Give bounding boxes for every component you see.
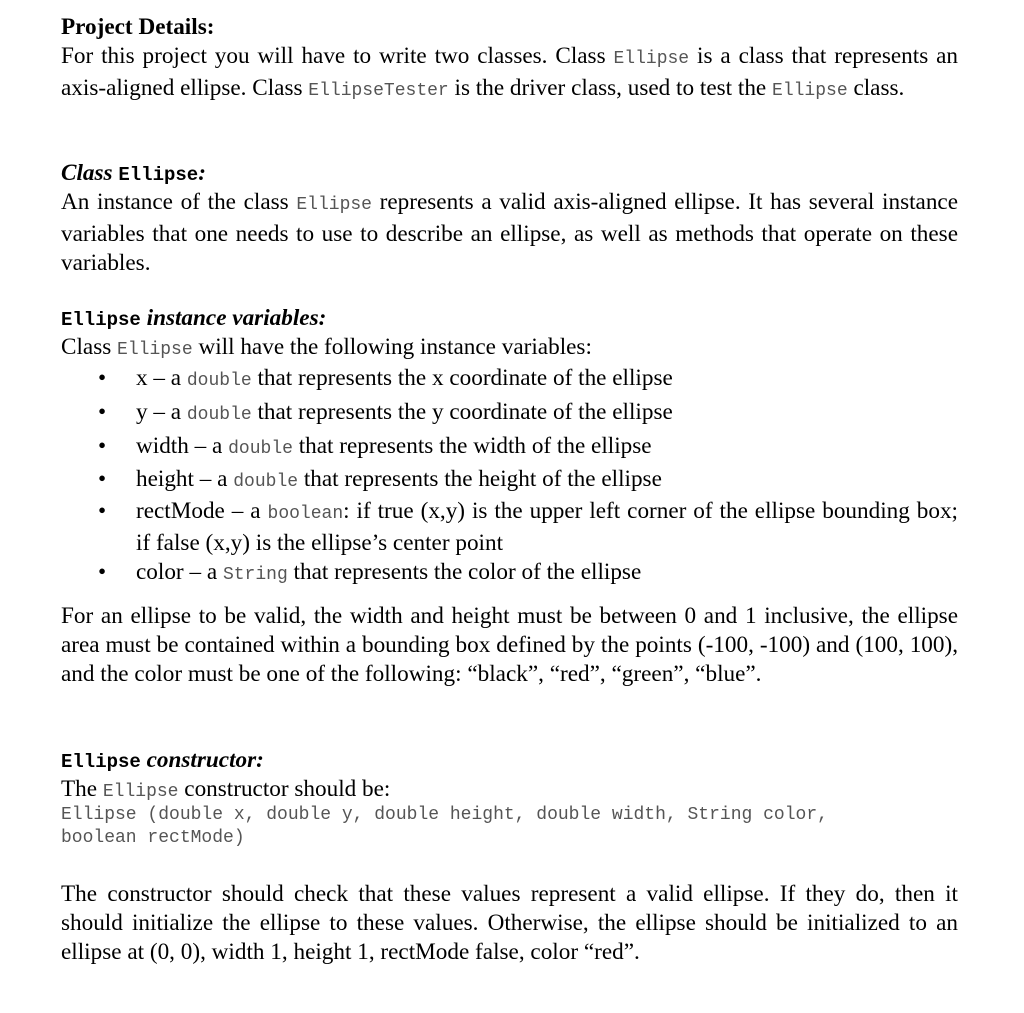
var-desc: that represents the y coordinate of the ellipse [251,399,673,425]
list-item [61,432,958,464]
list-item [61,465,958,497]
list-item [61,398,958,430]
var-type: double [186,371,252,391]
var-type: double [186,405,252,425]
code-ellipse: Ellipse [296,195,372,215]
text-run: For this project you will have to write two classes. Class [61,43,614,69]
class-ellipse-paragraph [61,188,958,278]
bullet: • [98,466,107,492]
heading-colon: : [198,160,206,186]
text-run: – a [224,498,268,524]
validity-paragraph: For an ellipse to be valid, the width and height must be between 0 and 1 inclusive, the ellipse area must be contained within a bounding box defined by the points (-100, -100) and (100, 100), and the color must be one of the following: “black”, “red”, “green”, “blue”. [61,603,958,687]
var-name: color [136,559,184,585]
heading-code: Ellipse [61,309,141,331]
text-run: – a [193,466,234,492]
text-run: constructor should be: [178,776,391,802]
bullet: • [98,559,107,585]
constructor-signature [61,804,958,850]
text-run: The [61,776,103,802]
var-type: boolean [267,504,344,524]
heading-code: Ellipse [61,751,141,773]
var-desc: : if true (x,y) is the upper left corner of the ellipse bounding box; if false (x,y) is the ellipse’s center point [136,498,958,556]
project-details-heading: Project Details: [61,14,215,40]
list-item [61,558,958,590]
text-run: represents a valid axis-aligned ellipse. It has several instance variables that one needs to use to describe an ellipse, as well as methods that operate on these variables. [61,189,959,276]
bullet: • [98,498,107,524]
code-ellipse-tester: EllipseTester [308,81,449,101]
var-type: double [233,472,299,492]
text-run: class. [847,75,905,101]
list-item [61,364,958,396]
bullet: • [98,365,107,391]
code-ellipse: Ellipse [102,782,179,802]
text-run: – a [188,433,229,459]
constructor-heading [61,746,958,777]
heading-text: Class [61,160,119,186]
heading-text: constructor: [140,747,264,773]
heading-text: instance variables: [140,305,327,331]
text-run: is a class that represents an axis-aligned ellipse. Class [61,43,958,101]
instance-variables-list [61,364,958,590]
signature-line: boolean rectMode) [61,828,245,848]
instance-variables-intro [61,333,958,365]
text-run: An instance of the class [61,189,297,215]
var-desc: that represents the x coordinate of the ellipse [251,365,673,391]
code-ellipse: Ellipse [613,49,690,69]
instance-variables-heading [61,304,958,335]
constructor-intro [61,775,958,807]
var-desc: that represents the height of the ellipse [298,466,662,492]
var-name: y [136,399,148,425]
class-ellipse-heading [61,159,958,190]
text-run: will have the following instance variables: [192,334,592,360]
bullet: • [98,433,107,459]
var-name: height [136,466,194,492]
code-ellipse: Ellipse [117,340,193,360]
text-run: – a [147,365,187,391]
text-run: – a [183,559,223,585]
text-run: – a [147,399,187,425]
var-name: width [136,433,189,459]
text-run: Class [61,334,118,360]
var-desc: that represents the color of the ellipse [287,559,642,585]
signature-line: Ellipse (double x, double y, double height, double width, String color, [61,805,828,825]
project-details-paragraph [61,42,958,106]
var-name: x [136,365,148,391]
var-type: double [228,439,293,459]
constructor-behavior-paragraph: The constructor should check that these values represent a valid ellipse. If they do, then it should initialize the ellipse to these values. Otherwise, the ellipse should be initialized to an ellipse at (0, 0), width 1, height 1, rectMode false, color “red”. [61,881,958,965]
var-desc: that represents the width of the ellipse [292,433,652,459]
var-name: rectMode [136,498,225,524]
code-ellipse: Ellipse [772,81,848,101]
bullet: • [98,399,107,425]
var-type: String [222,565,288,585]
heading-code: Ellipse [118,164,199,186]
text-run: is the driver class, used to test the [448,75,773,101]
list-item [61,497,958,558]
